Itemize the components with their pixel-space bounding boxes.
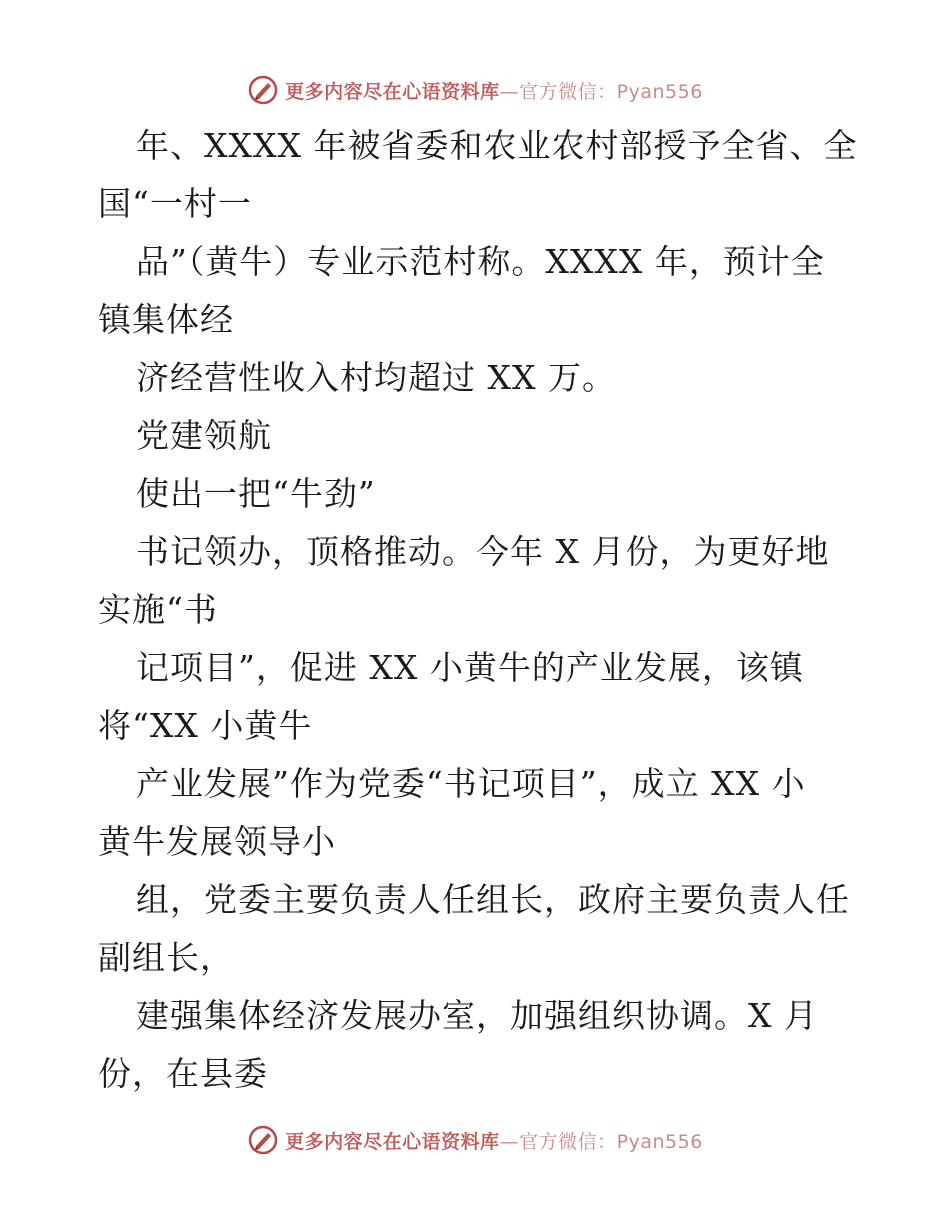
text-line: 黄牛发展领导小: [98, 822, 336, 861]
section-subheading: 使出一把“牛劲”: [136, 474, 376, 513]
text-line: 产业发展”作为党委“书记项目”，成立 XX 小: [136, 764, 806, 803]
banner-text: [285, 1127, 703, 1154]
text-line: 国“一村一: [98, 184, 252, 223]
text-line: 济经营性收入村均超过 XX 万。: [136, 358, 616, 397]
banner-contact: 官方微信：Pyan556: [519, 80, 703, 103]
text-line: 将“XX 小黄牛: [98, 706, 313, 745]
footer-banner: [0, 1120, 950, 1160]
text-line: 实施“书: [98, 590, 218, 629]
text-line: 年、XXXX 年被省委和农业农村部授予全省、全: [136, 126, 858, 165]
text-line: 份，在县委: [98, 1054, 268, 1093]
text-line: 镇集体经: [98, 300, 234, 339]
text-line: 品”（黄牛）专业示范村称。XXXX 年，预计全: [136, 242, 825, 281]
header-banner: [0, 70, 950, 110]
banner-separator: —: [499, 80, 520, 103]
banner-contact: 官方微信：Pyan556: [519, 1130, 703, 1153]
banner-brand: 更多内容尽在心语资料库: [285, 1130, 500, 1153]
text-line: 建强集体经济发展办室，加强组织协调。X 月: [136, 996, 818, 1035]
text-line: 副组长，: [98, 938, 234, 977]
pen-logo-icon: [247, 74, 279, 106]
text-line: 记项目”，促进 XX 小黄牛的产业发展，该镇: [136, 648, 804, 687]
text-line: 组，党委主要负责人任组长，政府主要负责人任: [136, 880, 850, 919]
banner-separator: —: [499, 1130, 520, 1153]
pen-logo-icon: [247, 1124, 279, 1156]
text-line: 书记领办，顶格推动。今年 X 月份，为更好地: [136, 532, 830, 571]
section-heading: 党建领航: [136, 416, 272, 455]
banner-text: [285, 77, 703, 104]
banner-brand: 更多内容尽在心语资料库: [285, 80, 500, 103]
